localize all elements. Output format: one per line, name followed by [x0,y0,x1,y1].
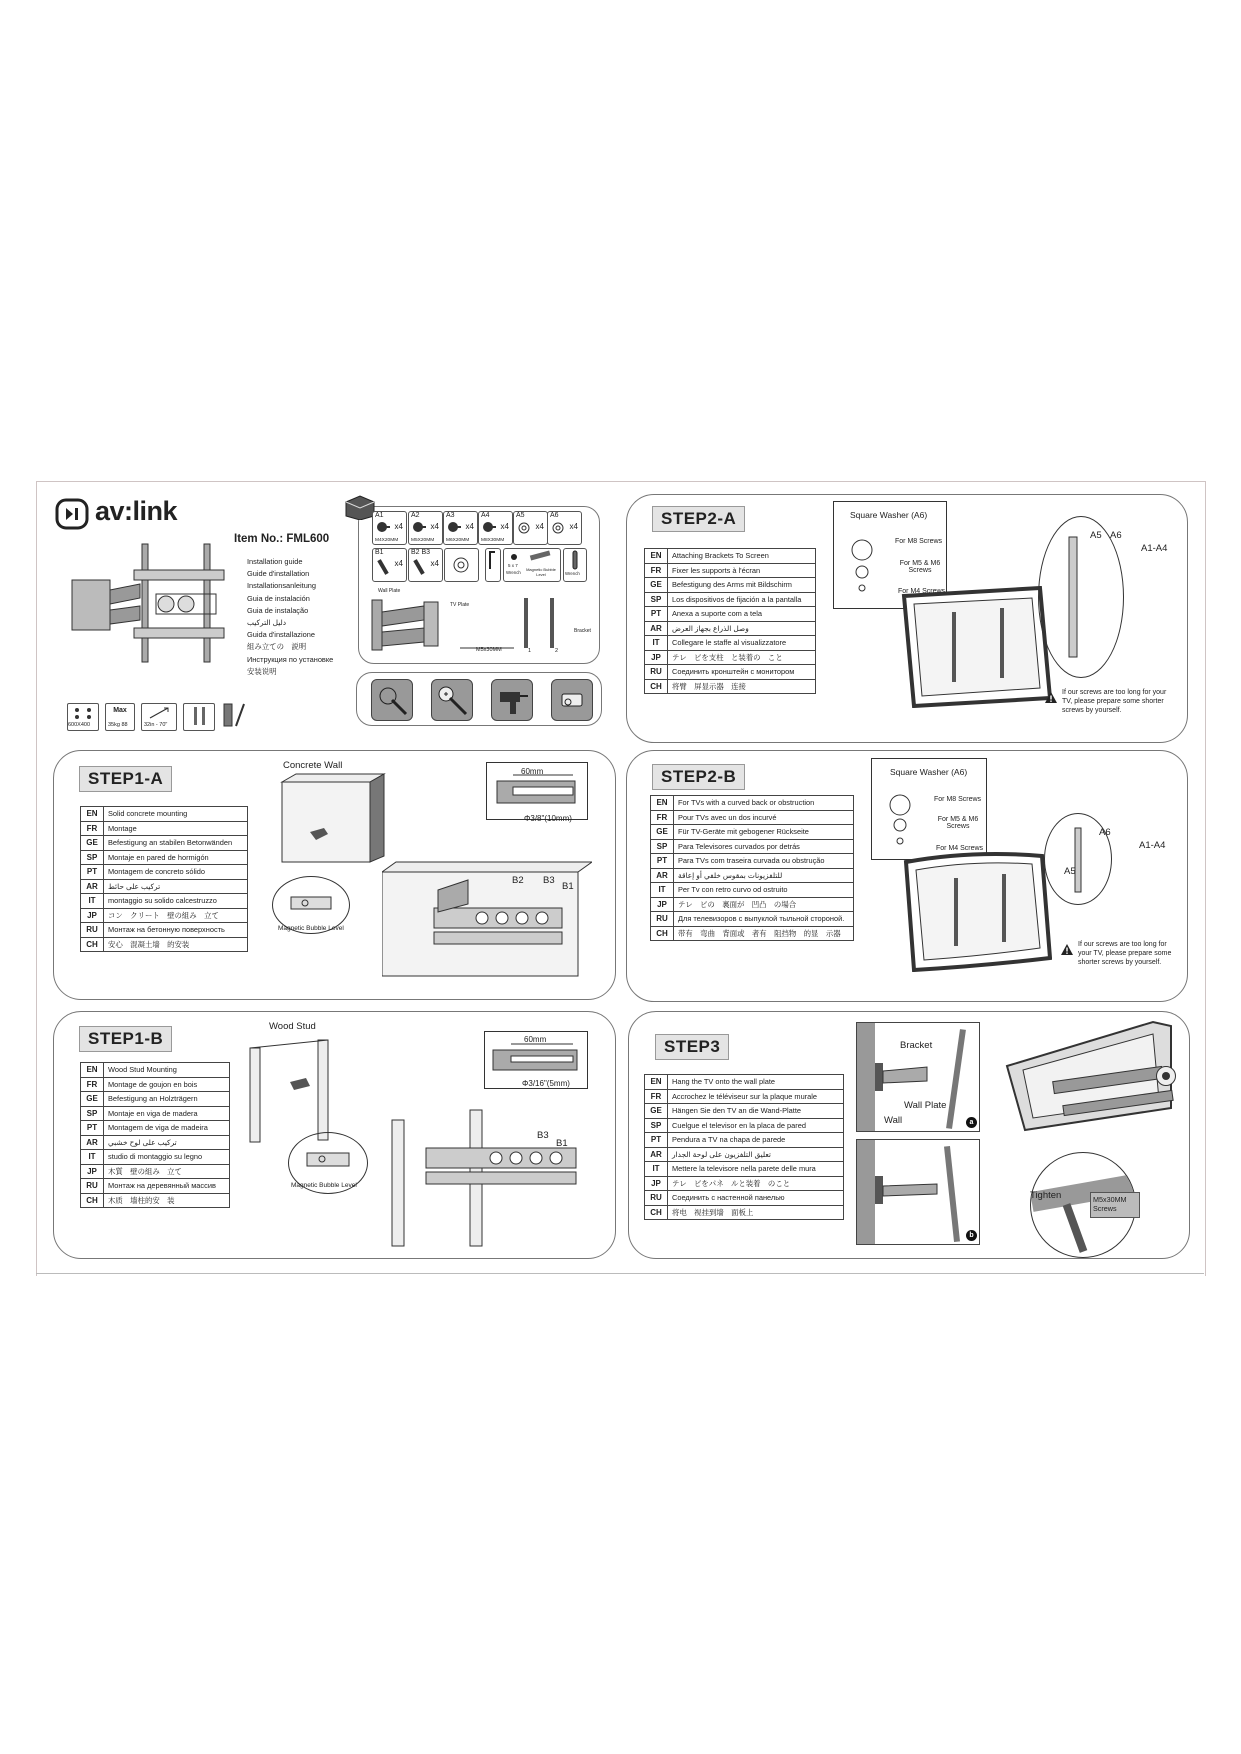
lang-row-ar [651,868,854,883]
part-size: M8X30MM [481,538,505,543]
lang-text: 将臂 屏显示器 连接 [668,679,816,694]
lang-code: RU [645,1191,668,1206]
step1b-level-label: Magnetic Bubble Level [291,1182,357,1189]
wrench-label: Wrench [506,570,521,575]
lang-row-fr [651,810,854,825]
step2a-tv-drawing [900,586,1052,708]
lang-row-sp [645,1118,844,1133]
lang-code: FR [645,563,668,578]
part-id: A3 [446,512,455,519]
part-qty: x4 [569,522,578,531]
lang-text: Befestigung an Holzträgern [104,1092,230,1107]
step1a-b1: B1 [562,881,574,892]
wrench2-label: Wrench [565,571,580,576]
lang-code: AR [651,868,674,883]
part-a3 [443,511,478,545]
guide-title: Guide d'installation [247,569,310,579]
step2b-for-m5m6: For M5 & M6 Screws [937,816,979,830]
lang-text: Montaje en pared de hormigón [104,850,248,865]
lang-code: CH [81,1193,104,1208]
step2b-table [650,795,854,941]
step1b-drill-size: Φ3/16"(5mm) [522,1079,570,1088]
step1a-depth: 60mm [521,767,544,776]
step2b-warning-text: If our screws are too long for your TV, please prepare some shorter screws by yourself. [1078,941,1172,966]
lang-row-jp [81,1164,230,1179]
part-size: M6X20MM [446,538,470,543]
lang-text: Befestigung an stabilen Betonwänden [104,836,248,851]
wrench-tool [485,548,501,582]
guide-title: Installation guide [247,557,303,566]
lang-code: EN [81,807,104,822]
step2a-a1a4: A1-A4 [1141,543,1168,554]
lang-row-ru [645,665,816,680]
step1b-b3: B3 [537,1130,549,1141]
part-id: B1 [375,549,384,556]
lang-row-ru [81,923,248,938]
lang-code: SP [81,850,104,865]
lang-code: JP [81,1164,104,1179]
screw-icon [447,521,461,535]
guide-title: 安装说明 [247,666,277,676]
lang-code: FR [645,1089,668,1104]
tool-icon-level [551,679,593,721]
bolt-icon [413,559,425,577]
lang-text: テレ ビを支柱 と装着の こと [668,650,816,665]
step2b-title: STEP2-B [652,764,745,790]
lang-row-fr [645,1089,844,1104]
lang-code: EN [81,1063,104,1078]
step1b-table [80,1062,230,1208]
step2a-warning-icon [1044,691,1058,709]
step3-tv-drawing [1003,1018,1179,1138]
lang-row-it [81,894,248,909]
lang-code: IT [651,883,674,898]
step2a-a6: A6 [1110,530,1122,541]
step3-screw-callout [1090,1192,1140,1218]
wood-stud-label: Wood Stud [269,1021,316,1032]
lang-text: テレ ビをパネ ルと装着 のこと [668,1176,844,1191]
product-mount-drawing [66,540,226,668]
ring-icon [445,549,478,581]
lang-row-ch [645,679,816,694]
lang-row-jp [645,650,816,665]
lang-row-fr [81,1077,230,1092]
lang-row-sp [651,839,854,854]
lang-row-ch [81,937,248,952]
lang-row-ch [651,926,854,941]
tool-icon-drill-bit [371,679,413,721]
step3-view-b [856,1139,980,1245]
lang-text: 将电 视挂到墙 面板上 [668,1205,844,1220]
lang-code: SP [645,1118,668,1133]
lang-row-pt [81,1121,230,1136]
play-pause-icon [55,498,89,530]
lang-text: 木質 壁の組み 立て [104,1164,230,1179]
screw-icon [482,521,496,535]
screw-icon [412,521,426,535]
lang-row-ru [651,912,854,927]
part-size: M4X20MM [375,538,399,543]
step1a-drill-size: Φ3/8"(10mm) [524,814,572,823]
part-id: A4 [481,512,490,519]
brand-name: av:link [95,496,178,526]
lang-text: テレ ビの 裏面が 凹凸 の場合 [674,897,854,912]
lang-row-pt [645,1133,844,1148]
step3-tighten-label: Tighten [1030,1190,1062,1201]
step2b-a5: A5 [1064,866,1076,877]
lang-code: IT [81,894,104,909]
lang-row-ar [645,621,816,636]
lang-code: PT [81,1121,104,1136]
lang-text: Para TVs com traseira curvada ou obstrução [674,854,854,869]
part-b2-b3 [408,548,443,582]
lang-row-ge [81,836,248,851]
lang-code: CH [645,1205,668,1220]
wrench-badge-icon [1156,1066,1176,1086]
lang-code: PT [81,865,104,880]
part-a6 [547,511,582,545]
lang-row-ge [81,1092,230,1107]
part-qty: x4 [394,559,403,568]
lang-text: Hängen Sie den TV an die Wand-Platte [668,1104,844,1119]
lang-code: PT [651,854,674,869]
lang-text: تركيب على لوح خشبي [104,1135,230,1150]
lang-text: Befestigung des Arms mit Bildschirm [668,578,816,593]
part-qty: x4 [500,522,509,531]
lang-row-jp [645,1176,844,1191]
lang-row-sp [81,850,248,865]
lang-row-sp [645,592,816,607]
lang-code: GE [81,836,104,851]
part-qty: x4 [535,522,544,531]
guide-title-list [247,556,333,678]
guide-title: Installationsanleitung [247,581,317,591]
lang-row-ru [81,1179,230,1194]
lang-text: Mettere la televisore nella parete delle mura [668,1162,844,1177]
part-a4 [478,511,513,545]
lang-code: SP [645,592,668,607]
step2a-washer-title: Square Washer (A6) [850,510,928,520]
lang-row-fr [81,821,248,836]
lang-code: AR [645,1147,668,1162]
lang-code: AR [81,879,104,894]
overview-screw-label: M5x30MM [476,647,502,653]
guide-title: Guia de instalação [247,605,309,615]
tv-plate-label: TV Plate [450,602,470,608]
step3-table [644,1074,844,1220]
lang-text: Montaje en viga de madera [104,1106,230,1121]
step2a-for-m8: For M8 Screws [895,538,943,545]
lang-row-sp [81,1106,230,1121]
lang-text: montaggio su solido calcestruzzo [104,894,248,909]
lang-row-ar [81,879,248,894]
lang-code: RU [81,923,104,938]
step3-title: STEP3 [655,1034,729,1060]
lang-text: للتلفزيونات بمقوس خلفي أو إعاقة [674,868,854,883]
wrench2-tool [563,548,587,582]
step1a-table [80,806,248,952]
lang-code: RU [81,1179,104,1194]
wrench-size: 5 x 7 [508,563,518,568]
lang-code: PT [645,1133,668,1148]
lang-text: コン クリート 壁の組み 立て [104,908,248,923]
step2b-a6: A6 [1099,827,1111,838]
lang-code: FR [651,810,674,825]
lang-code: EN [645,1075,668,1090]
lang-code: SP [81,1106,104,1121]
brand-logo [55,498,195,532]
lang-code: CH [645,679,668,694]
lang-text: Für TV-Geräte mit gebogener Rückseite [674,825,854,840]
lang-text: Montage de goujon en bois [104,1077,230,1092]
step1b-depth: 60mm [524,1035,547,1044]
lang-row-ge [645,578,816,593]
concrete-wall-label: Concrete Wall [283,760,343,771]
lang-row-jp [651,897,854,912]
lang-code: RU [645,665,668,680]
lang-row-pt [81,865,248,880]
step2b-warning-icon [1060,943,1074,961]
lang-text: Per Tv con retro curvo od ostruito [674,883,854,898]
part-id: B2 B3 [411,549,431,556]
lang-text: وصل الذراع بجهاز العرض [668,621,816,636]
guide-title: Guida d'installazione [247,630,315,640]
part-id: A1 [375,512,384,519]
lang-text: Montagem de viga de madeira [104,1121,230,1136]
guide-title: Guia de instalación [247,593,310,603]
part-id: A6 [550,512,559,519]
step2b-for-m4: For M4 Screws [936,845,984,852]
screw-icon [376,521,390,535]
lang-row-pt [645,607,816,622]
part-a5 [513,511,548,545]
lang-text: Для телевизоров с выпуклой тыльной стороной. [674,912,854,927]
lang-code: AR [645,621,668,636]
overview-number-2: 2 [555,648,559,654]
lang-text: Монтаж на бетонную поверхность [104,923,248,938]
lang-text: Accrochez le téléviseur sur la plaque murale [668,1089,844,1104]
lang-text: Wood Stud Mounting [104,1063,230,1078]
lang-text: 木质 墙柱的安 装 [104,1193,230,1208]
part-qty: x4 [465,522,474,531]
lang-row-en [651,796,854,811]
step3-badge-a: a [966,1117,977,1128]
lang-text: Pour TVs avec un dos incurvé [674,810,854,825]
lang-code: RU [651,912,674,927]
max-load-value: 35kg 88 [108,722,128,728]
step3-badge-b: b [966,1230,977,1241]
sheet-bottom-edge [36,1273,1204,1274]
lang-row-ch [81,1193,230,1208]
step1b-b1: B1 [556,1138,568,1149]
lang-code: JP [645,1176,668,1191]
step2b-washer-title: Square Washer (A6) [890,767,968,777]
concrete-wall-drawing [280,772,386,864]
lang-row-ar [645,1147,844,1162]
lang-row-en [645,549,816,564]
lang-row-ge [651,825,854,840]
washer-icon [517,521,531,535]
lang-row-it [645,1162,844,1177]
lang-text: Collegare le staffe al visualizzatore [668,636,816,651]
lang-text: Pendura a TV na chapa de parede [668,1133,844,1148]
bracket-label: Bracket [574,628,591,634]
lang-row-ge [645,1104,844,1119]
step2b-for-m8: For M8 Screws [934,796,982,803]
lang-row-it [81,1150,230,1165]
lang-code: EN [645,549,668,564]
screen-size-value: 32in - 70" [144,722,168,728]
lang-row-jp [81,908,248,923]
lang-text: Solid concrete mounting [104,807,248,822]
step1a-title: STEP1-A [79,766,172,792]
lang-text: Montage [104,821,248,836]
lang-code: EN [651,796,674,811]
step2a-a5: A5 [1090,530,1102,541]
tool-icon-screwdriver [431,679,473,721]
tools-box [503,548,561,582]
wood-stud-drawing [246,1034,338,1144]
part-id: A2 [411,512,420,519]
lang-text: Anexa a suporte com a tela [668,607,816,622]
bracket-spec-icon [183,703,215,731]
lang-text: تعليق التلفزيون على لوحة الجدار [668,1147,844,1162]
lang-row-fr [645,563,816,578]
lang-text: 安心 混凝土墙 的安装 [104,937,248,952]
step3-wall-plate-label: Wall Plate [904,1100,947,1111]
step2a-warning-text: If our screws are too long for your TV, please prepare some shorter screws by yourself. [1062,689,1167,714]
wall-plate-label: Wall Plate [378,588,401,594]
lang-text: studio di montaggio su legno [104,1150,230,1165]
lang-text: Attaching Brackets To Screen [668,549,816,564]
lang-code: GE [651,825,674,840]
item-number: Item No.: FML600 [234,533,330,545]
step3-bracket-label: Bracket [900,1040,933,1051]
part-qty: x4 [430,522,439,531]
lang-text: Cuelgue el televisor en la placa de pared [668,1118,844,1133]
overview-number-1: 1 [528,648,532,654]
lang-text: Los dispositivos de fijación a la pantalla [668,592,816,607]
step1b-title: STEP1-B [79,1026,172,1052]
lang-text: For TVs with a curved back or obstruction [674,796,854,811]
lang-code: PT [645,607,668,622]
guide-title: 組み立ての 説明 [247,642,307,652]
bolt-icon [377,559,389,577]
part-qty: x4 [394,522,403,531]
part-qty: x4 [430,559,439,568]
lang-code: CH [81,937,104,952]
lang-text: Соединить с настенной панелью [668,1191,844,1206]
lang-code: IT [645,1162,668,1177]
lang-row-en [81,807,248,822]
lang-code: SP [651,839,674,854]
vesa-spec-label: 600X400 [68,722,91,728]
step2a-for-m5m6: For M5 & M6 Screws [899,560,941,574]
lang-row-ar [81,1135,230,1150]
lang-row-it [651,883,854,898]
step1a-level-label: Magnetic Bubble Level [278,925,344,932]
tool-icon-drill [491,679,533,721]
lang-text: تركيب على حائط [104,879,248,894]
washer-icon [551,521,565,535]
lang-code: GE [645,578,668,593]
part-id: A5 [516,512,525,519]
lang-row-en [81,1063,230,1078]
lang-text: Hang the TV onto the wall plate [668,1075,844,1090]
part-size: M5X20MM [411,538,435,543]
lang-code: IT [645,636,668,651]
lang-text: Монтаж на деревянный массив [104,1179,230,1194]
guide-title: Инструкция по установке [247,654,334,664]
lang-code: CH [651,926,674,941]
lang-text: Montagem de concreto sólido [104,865,248,880]
tool-spec-icon [222,700,248,730]
step1b-mount-drawing [386,1108,592,1248]
part-a2 [408,511,443,545]
lang-code: JP [81,908,104,923]
lang-row-en [645,1075,844,1090]
step1a-b2: B2 [512,875,524,886]
lang-row-ch [645,1205,844,1220]
lang-code: FR [81,821,104,836]
lang-code: JP [645,650,668,665]
lang-row-pt [651,854,854,869]
step1a-mount-drawing [382,860,592,978]
step2a-table [644,548,816,694]
guide-title: دليل التركيب [247,618,287,628]
step2a-for-m4: For M4 Screws [898,588,946,595]
max-label: Max [113,707,127,714]
lang-code: FR [81,1077,104,1092]
lang-row-it [645,636,816,651]
lang-text: Para Televisores curvados por detrás [674,839,854,854]
step3-view-a [856,1022,980,1132]
part-ring-washer [444,548,479,582]
step3-screw-label: M5x30MM Screws [1093,1195,1127,1213]
lang-code: IT [81,1150,104,1165]
lang-code: AR [81,1135,104,1150]
level-label: Magnetic Bubble Level [526,567,556,577]
lang-text: Соединить кронштейн с монитором [668,665,816,680]
step2b-a1a4: A1-A4 [1139,840,1166,851]
step2b-tv-drawing [902,848,1052,972]
part-b1 [372,548,407,582]
lang-row-ru [645,1191,844,1206]
lang-code: JP [651,897,674,912]
lang-text: Fixer les supports à l'écran [668,563,816,578]
part-a1 [372,511,407,545]
lang-code: GE [81,1092,104,1107]
step3-wall-label: Wall [884,1115,903,1126]
step2a-title: STEP2-A [652,506,745,532]
lang-code: GE [645,1104,668,1119]
step1a-b3: B3 [543,875,555,886]
lang-text: 带有 弯曲 背面或 者有 阻挡物 的显 示器 [674,926,854,941]
